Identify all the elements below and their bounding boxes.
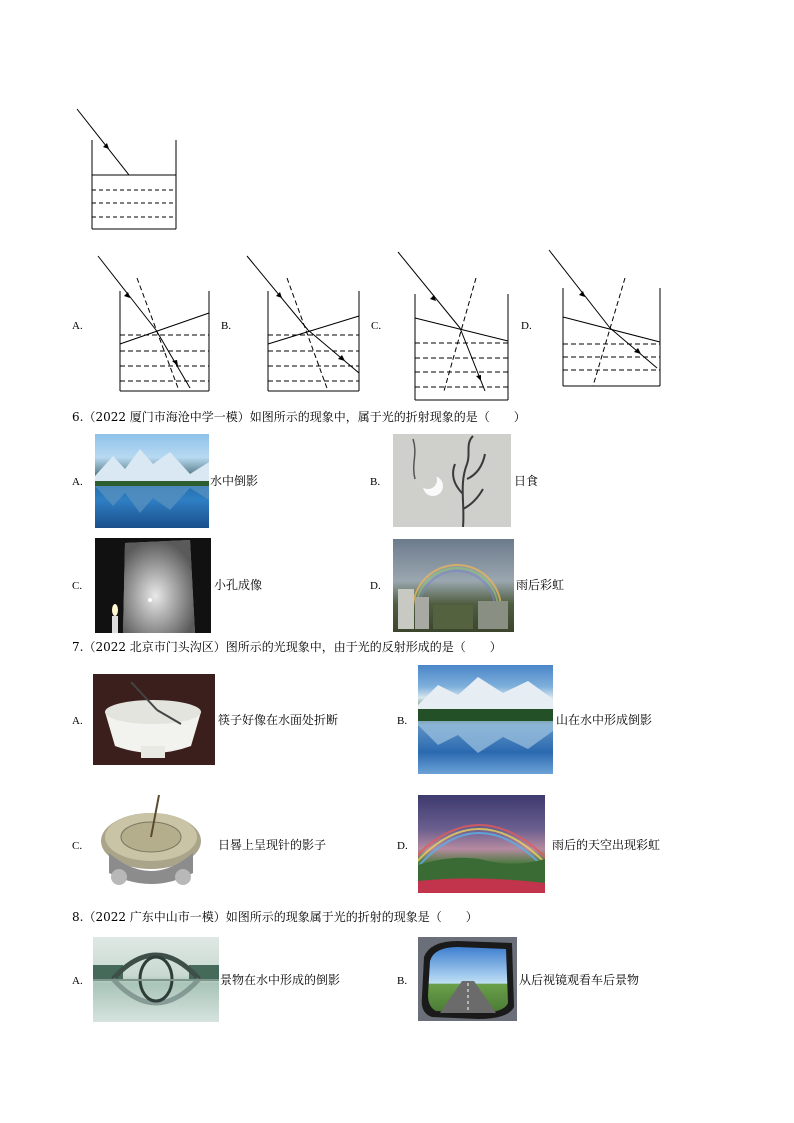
q7-option-c-caption: 日晷上呈现针的影子 (218, 838, 327, 852)
beaker-diagram-option-c (388, 248, 518, 403)
q6-option-c-caption: 小孔成像 (214, 578, 263, 592)
q7-option-b-label: B. (397, 715, 408, 727)
q7-option-c-label: C. (72, 840, 83, 852)
q6-option-c-label: C. (72, 580, 83, 592)
q7-chopstick-in-bowl-image (93, 674, 215, 765)
option-label-a: A. (72, 320, 83, 332)
option-label-b: B. (221, 320, 232, 332)
beaker-diagram-option-a (90, 248, 220, 398)
question-8-stem: 8.（2022 广东中山市一模）如图所示的现象属于光的折射的现象是（ ） (72, 910, 478, 924)
q6-option-a-caption: 水中倒影 (210, 474, 259, 488)
option-label-c: C. (371, 320, 382, 332)
q7-option-d-caption: 雨后的天空出现彩虹 (552, 838, 661, 852)
q6-option-b-caption: 日食 (514, 474, 539, 488)
q6-option-b-label: B. (370, 476, 381, 488)
q8-option-a-label: A. (72, 975, 83, 987)
q6-option-d-caption: 雨后彩虹 (516, 578, 565, 592)
q6-option-a-label: A. (72, 476, 83, 488)
q7-mountain-reflection-image (418, 665, 553, 774)
q7-rainbow-sky-image (418, 795, 545, 893)
question-6-stem: 6.（2022 厦门市海沧中学一模）如图所示的现象中，属于光的折射现象的是（ ） (72, 410, 526, 424)
q8-option-a-caption: 景物在水中形成的倒影 (220, 973, 341, 987)
beaker-diagram-option-b (238, 248, 368, 398)
q7-option-d-label: D. (397, 840, 408, 852)
q6-rainbow-after-rain-image (393, 539, 514, 632)
q6-option-d-label: D. (370, 580, 381, 592)
option-label-d: D. (521, 320, 532, 332)
q7-option-a-label: A. (72, 715, 83, 727)
q7-sundial-image (95, 793, 207, 895)
beaker-diagram-question (70, 100, 190, 235)
q6-mountain-lake-reflection-image (95, 434, 209, 528)
q7-option-a-caption: 筷子好像在水面处折断 (218, 713, 339, 727)
q8-option-b-caption: 从后视镜观看车后景物 (519, 973, 640, 987)
q8-rearview-mirror-image (418, 937, 517, 1021)
beaker-diagram-option-d (538, 244, 668, 394)
q6-solar-eclipse-image (393, 434, 511, 527)
q6-pinhole-camera-image (95, 538, 211, 633)
q7-option-b-caption: 山在水中形成倒影 (556, 713, 653, 727)
q8-option-b-label: B. (397, 975, 408, 987)
q8-bridge-reflection-image (93, 937, 219, 1022)
question-7-stem: 7.（2022 北京市门头沟区）图所示的光现象中，由于光的反射形成的是（ ） (72, 640, 502, 654)
